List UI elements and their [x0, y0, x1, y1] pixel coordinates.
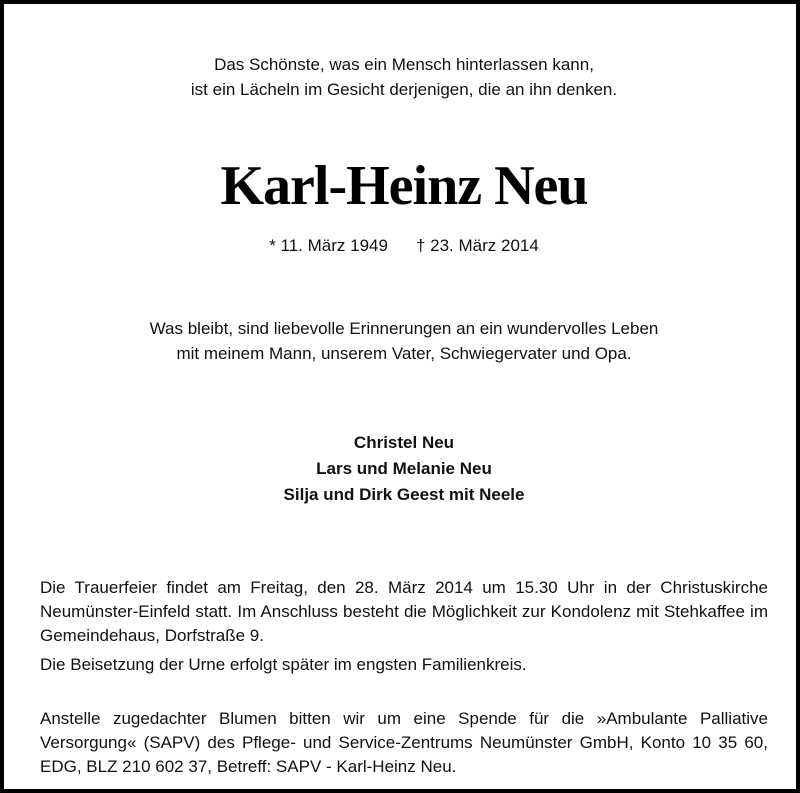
death-date: † 23. März 2014 [415, 236, 539, 255]
birth-date: * 11. März 1949 [269, 236, 388, 255]
family-signatures [4, 430, 800, 508]
remembrance-line: Was bleibt, sind liebevolle Erinnerungen an ein wundervolles Leben [149, 319, 659, 338]
quote-line: Das Schönste, was ein Mensch hinterlassen kann, [214, 55, 594, 74]
remembrance-line: mit meinem Mann, unserem Vater, Schwiegervater und Opa. [176, 344, 632, 363]
deceased-name: Karl-Heinz Neu [220, 155, 588, 217]
family-member: Silja und Dirk Geest mit Neele [283, 485, 525, 504]
funeral-service-paragraph: Die Trauerfeier findet am Freitag, den 28. März 2014 um 15.30 Uhr in der Christuskirche Neumünster-Einfeld statt. Im Anschluss besteht die Möglichkeit zur Kondolenz mit Stehkaffee im Gemeindehaus, Dorfstraße 9. [40, 578, 768, 645]
remembrance-text [4, 316, 800, 366]
quote-line: ist ein Lächeln im Gesicht derjenigen, die an ihn denken. [190, 80, 618, 99]
memorial-quote [4, 52, 800, 102]
family-member: Christel Neu [353, 433, 455, 452]
life-dates [4, 235, 800, 257]
family-member: Lars und Melanie Neu [316, 459, 492, 478]
donation-paragraph: Anstelle zugedachter Blumen bitten wir um eine Spende für die »Ambulante Palliative Versorgung« (SAPV) des Pflege- und Service-Zentrums Neumünster GmbH, Konto 10 35 60, EDG, BLZ 210 602 37, Betreff: SAPV - Karl-Heinz Neu. [40, 709, 768, 776]
burial-paragraph: Die Beisetzung der Urne erfolgt später im engsten Familienkreis. [40, 655, 527, 674]
